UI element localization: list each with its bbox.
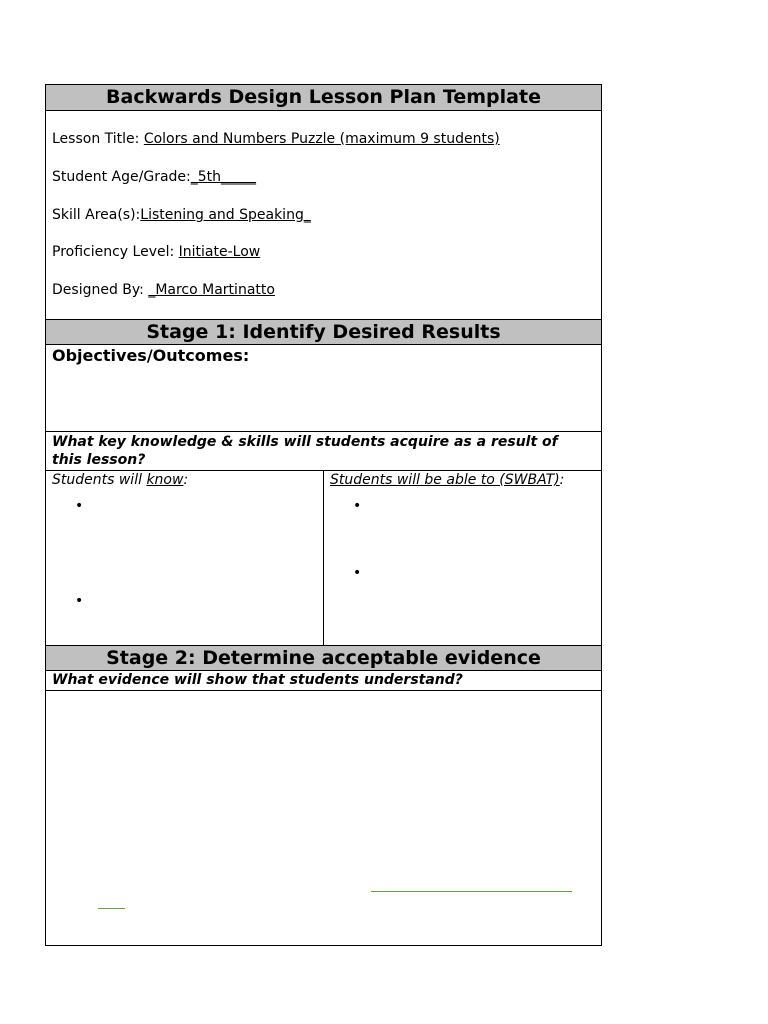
objectives-label: Objectives/Outcomes: (52, 346, 250, 365)
column-divider (323, 470, 324, 645)
swbat-header: Students will be able to (SWBAT): (330, 472, 565, 488)
lesson-title-value: Colors and Numbers Puzzle (maximum 9 students) (143, 131, 500, 147)
template-title-band (46, 85, 601, 111)
designed-by-label: Designed By: (52, 282, 149, 298)
skill-area-label: Skill Area(s): (52, 207, 141, 223)
designed-by-field (52, 282, 275, 298)
age-grade-field (52, 169, 256, 185)
evidence-question: What evidence will show that students understand? (52, 672, 463, 688)
designed-by-value: _Marco Martinatto (148, 282, 275, 298)
template-title: Backwards Design Lesson Plan Template (106, 86, 541, 108)
stage1-band (46, 320, 601, 345)
stage1-heading: Stage 1: Identify Desired Results (146, 321, 501, 343)
swbat-bullet-1: • (353, 498, 362, 514)
key-question-line2: this lesson? (52, 452, 146, 468)
skill-area-value: Listening and Speaking_ (140, 207, 311, 223)
know-bullet-1: • (75, 498, 84, 514)
key-question-line1: What key knowledge & skills will students acquire as a result of (52, 434, 558, 450)
divider (46, 431, 601, 432)
skill-area-field (52, 207, 311, 223)
green-rule-short (98, 908, 125, 909)
know-word: know (146, 472, 184, 488)
age-grade-label: Student Age/Grade: (52, 169, 191, 185)
lesson-title-field (52, 131, 500, 147)
proficiency-value: Initiate-Low (178, 244, 261, 260)
swbat-label: Students will be able to (SWBAT) (330, 472, 560, 488)
know-bullet-2: • (75, 593, 84, 609)
swbat-bullet-2: • (353, 565, 362, 581)
lesson-title-label: Lesson Title: (52, 131, 144, 147)
lesson-plan-table (45, 84, 602, 946)
green-rule-long (371, 891, 572, 892)
stage2-heading: Stage 2: Determine acceptable evidence (106, 647, 541, 669)
proficiency-field (52, 244, 260, 260)
stage2-band (46, 646, 601, 671)
proficiency-label: Proficiency Level: (52, 244, 179, 260)
age-grade-value: _5th_____ (190, 169, 257, 185)
know-header: Students will know: (52, 472, 189, 488)
divider (46, 690, 601, 691)
